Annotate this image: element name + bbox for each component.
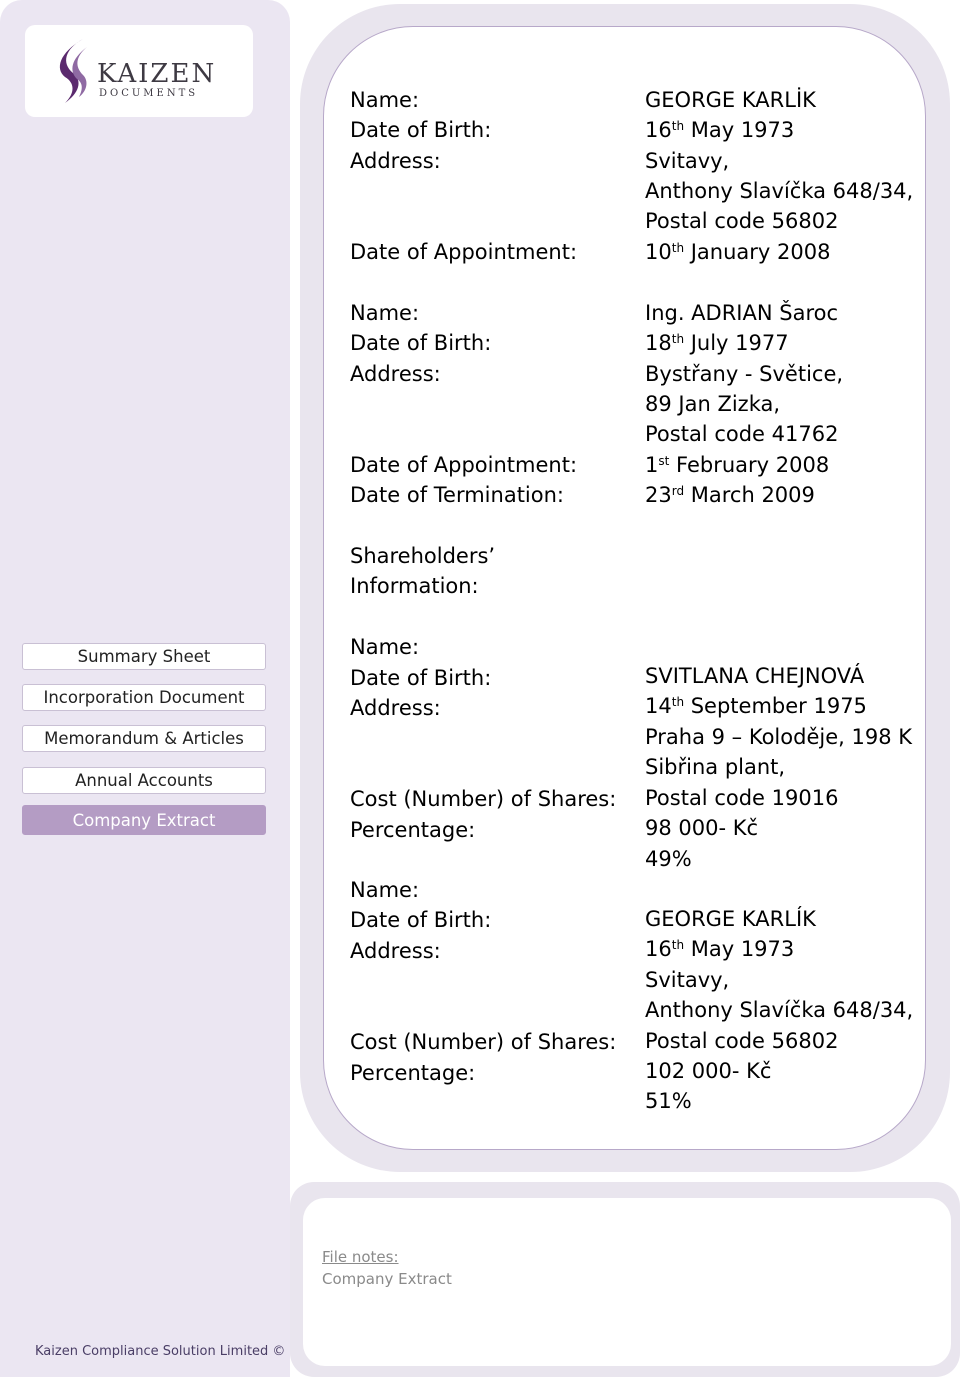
shareholder-1-address-label: Address: <box>350 696 441 720</box>
shareholder-2-address-line: Svitavy, <box>645 968 730 992</box>
director-2-address-line: Postal code 41762 <box>645 422 839 446</box>
shareholder-1-address-line: Praha 9 – Koloděje, 198 K <box>645 725 913 749</box>
shareholder-2-address-line: Postal code 56802 <box>645 1029 839 1053</box>
shareholder-2-address-label: Address: <box>350 939 441 963</box>
notes-title: File notes: <box>322 1248 399 1266</box>
shareholder-1-dob: 14th September 1975 <box>645 694 867 718</box>
kaizen-swoosh-icon <box>53 37 95 107</box>
director-1-dob: 16th May 1973 <box>645 118 795 142</box>
logo-title: KAIZEN <box>97 59 217 89</box>
shareholder-1-cost-label: Cost (Number) of Shares: <box>350 787 617 811</box>
director-1-address-label: Address: <box>350 149 441 173</box>
director-1-address-line: Anthony Slavíčka 648/34, <box>645 179 914 203</box>
director-2-address-line: Bystřany - Světice, <box>645 362 844 386</box>
director-2-address-line: 89 Jan Zizka, <box>645 392 781 416</box>
director-2-termination-label: Date of Termination: <box>350 483 564 507</box>
shareholder-1-cost: 98 000- Kč <box>645 816 759 840</box>
shareholder-2-name: GEORGE KARLÍK <box>645 907 816 931</box>
director-1-address-line: Svitavy, <box>645 149 730 173</box>
shareholder-1-dob-label: Date of Birth: <box>350 666 492 690</box>
director-2-dob: 18th July 1977 <box>645 331 789 355</box>
shareholder-1-name-label: Name: <box>350 635 420 659</box>
logo <box>25 25 253 117</box>
shareholder-2-dob-label: Date of Birth: <box>350 908 492 932</box>
shareholder-2-name-label: Name: <box>350 878 420 902</box>
director-2-dob-label: Date of Birth: <box>350 331 492 355</box>
shareholder-2-cost-label: Cost (Number) of Shares: <box>350 1030 617 1054</box>
shareholder-1-percentage-label: Percentage: <box>350 818 476 842</box>
director-2-appointment-label: Date of Appointment: <box>350 453 578 477</box>
director-2-appointment-date: 1st February 2008 <box>645 453 830 477</box>
footer-copyright: Kaizen Compliance Solution Limited © <box>35 1344 286 1359</box>
director-2-termination-date: 23rd March 2009 <box>645 483 815 507</box>
nav-annual-accounts[interactable]: Annual Accounts <box>22 767 266 794</box>
shareholder-2-percentage-label: Percentage: <box>350 1061 476 1085</box>
shareholder-1-address-line: Sibřina plant, <box>645 755 786 779</box>
nav-memorandum-articles[interactable]: Memorandum & Articles <box>22 725 266 752</box>
nav-summary-sheet[interactable]: Summary Sheet <box>22 643 266 670</box>
director-1-name-label: Name: <box>350 88 420 112</box>
nav-incorporation-document[interactable]: Incorporation Document <box>22 684 266 711</box>
shareholder-2-cost: 102 000- Kč <box>645 1059 772 1083</box>
director-1-appointment-date: 10th January 2008 <box>645 240 831 264</box>
shareholders-heading: Information: <box>350 574 479 598</box>
director-2-address-label: Address: <box>350 362 441 386</box>
shareholder-2-percentage: 51% <box>645 1089 692 1113</box>
shareholders-heading: Shareholders’ <box>350 544 496 568</box>
logo-subtitle: DOCUMENTS <box>99 88 199 99</box>
shareholder-2-address-line: Anthony Slavíčka 648/34, <box>645 998 914 1022</box>
notes-body: Company Extract <box>322 1270 452 1288</box>
director-1-address-line: Postal code 56802 <box>645 209 839 233</box>
director-1-dob-label: Date of Birth: <box>350 118 492 142</box>
nav-company-extract[interactable]: Company Extract <box>22 805 266 835</box>
shareholder-1-name: SVITLANA CHEJNOVÁ <box>645 664 865 688</box>
director-1-name: GEORGE KARLİK <box>645 88 816 112</box>
director-1-appointment-label: Date of Appointment: <box>350 240 578 264</box>
director-2-name-label: Name: <box>350 301 420 325</box>
shareholder-1-address-line: Postal code 19016 <box>645 786 839 810</box>
shareholder-1-percentage: 49% <box>645 847 692 871</box>
director-2-name: Ing. ADRIAN Šaroc <box>645 301 839 325</box>
shareholder-2-dob: 16th May 1973 <box>645 937 795 961</box>
